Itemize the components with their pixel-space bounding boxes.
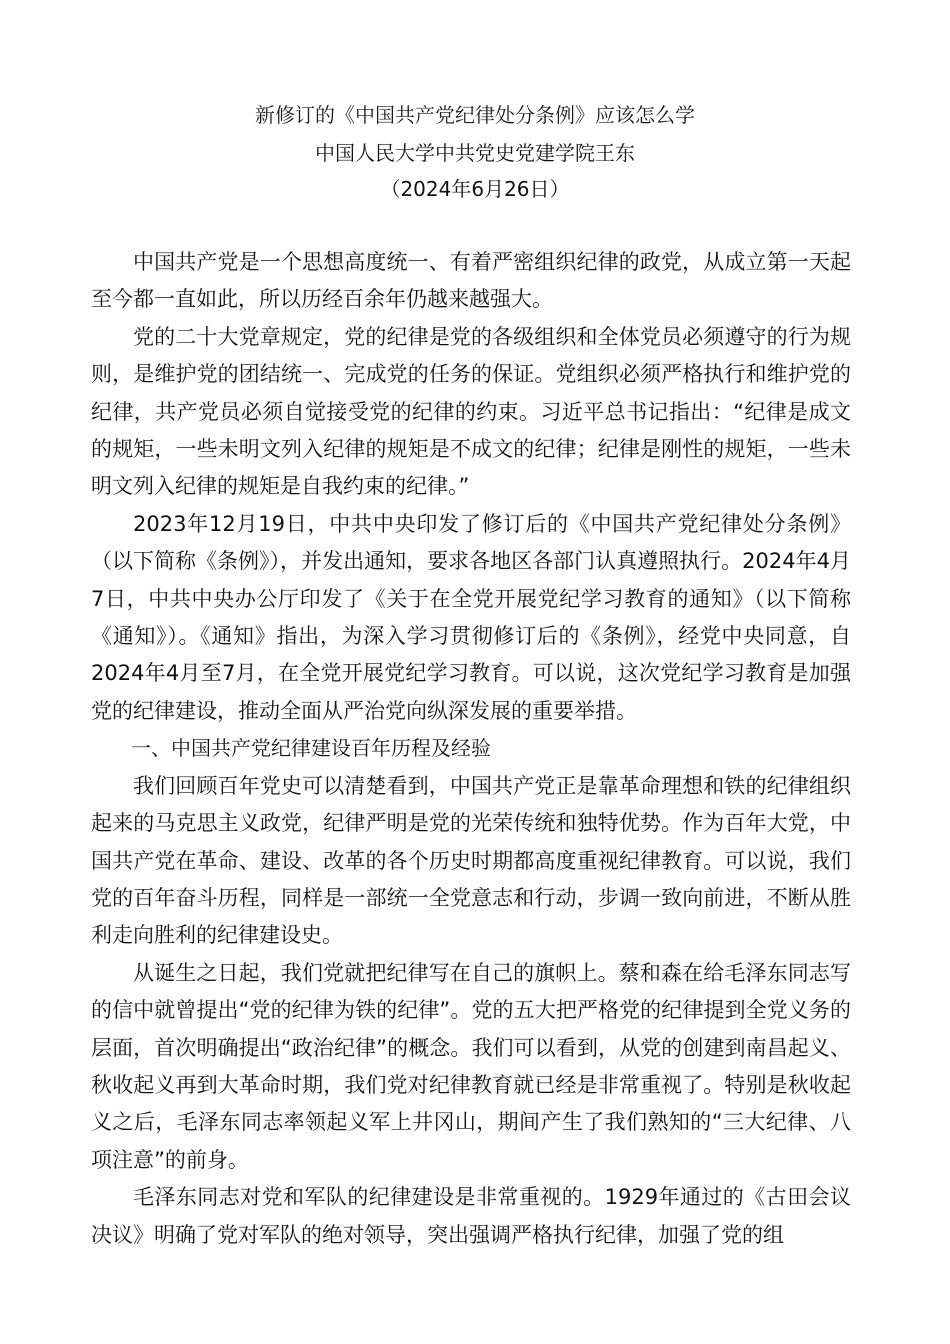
document-author: 中国人民大学中共党史党建学院王东: [315, 141, 635, 165]
section-heading: 一、中国共产党纪律建设百年历程及经验: [131, 736, 491, 761]
paragraph: 从诞生之日起，我们党就把纪律写在自己的旗帜上。蔡和森在给毛泽东同志写的信中就曾提出“党的纪律为铁的纪律”。党的五大把严格党的纪律提到全党义务的层面，首次明确提出“政治纪律”的概念。我们可以看到，从党的创建到南昌起义、秋收起义再到大革命时期，我们党对纪律教育就已经是非常重视了。特别是秋收起义之后，毛泽东同志率领起义军上井冈山，期间产生了我们熟知的“三大纪律、八项注意”的前身。: [91, 960, 851, 1172]
document-date: （2024年6月26日）: [380, 177, 570, 201]
paragraph: 党的二十大党章规定，党的纪律是党的各级组织和全体党员必须遵守的行为规则，是维护党的团结统一、完成党的任务的保证。党组织必须严格执行和维护党的纪律，共产党员必须自觉接受党的纪律的约束。习近平总书记指出：“纪律是成文的规矩，一些未明文列入纪律的规矩是不成文的纪律；纪律是刚性的规矩，一些未明文列入纪律的规矩是自我约束的纪律。”: [91, 324, 851, 499]
paragraph: 我们回顾百年党史可以清楚看到，中国共产党正是靠革命理想和铁的纪律组织起来的马克思主义政党，纪律严明是党的光荣传统和独特优势。作为百年大党，中国共产党在革命、建设、改革的各个历史时期都高度重视纪律教育。可以说，我们党的百年奋斗历程，同样是一部统一全党意志和行动，步调一致向前进，不断从胜利走向胜利的纪律建设史。: [91, 773, 851, 948]
document-body: [91, 244, 851, 1254]
paragraph: 中国共产党是一个思想高度统一、有着严密组织纪律的政党，从成立第一天起至今都一直如此，所以历经百余年仍越来越强大。: [91, 250, 851, 312]
paragraph: 毛泽东同志对党和军队的纪律建设是非常重视的。1929年通过的《古田会议决议》明确了党对军队的绝对领导，突出强调严格执行纪律，加强了党的组: [91, 1185, 851, 1247]
paragraph: 2023年12月19日，中共中央印发了修订后的《中国共产党纪律处分条例》（以下简称《条例》），并发出通知，要求各地区各部门认真遵照执行。2024年4月7日，中共中央办公厅印发了《关于在全党开展党纪学习教育的通知》（以下简称《通知》）。《通知》指出，为深入学习贯彻修订后的《条例》，经党中央同意，自2024年4月至7月，在全党开展党纪学习教育。可以说，这次党纪学习教育是加强党的纪律建设，推动全面从严治党向纵深发展的重要举措。: [91, 511, 851, 723]
document-title: 新修订的《中国共产党纪律处分条例》应该怎么学: [255, 103, 695, 127]
